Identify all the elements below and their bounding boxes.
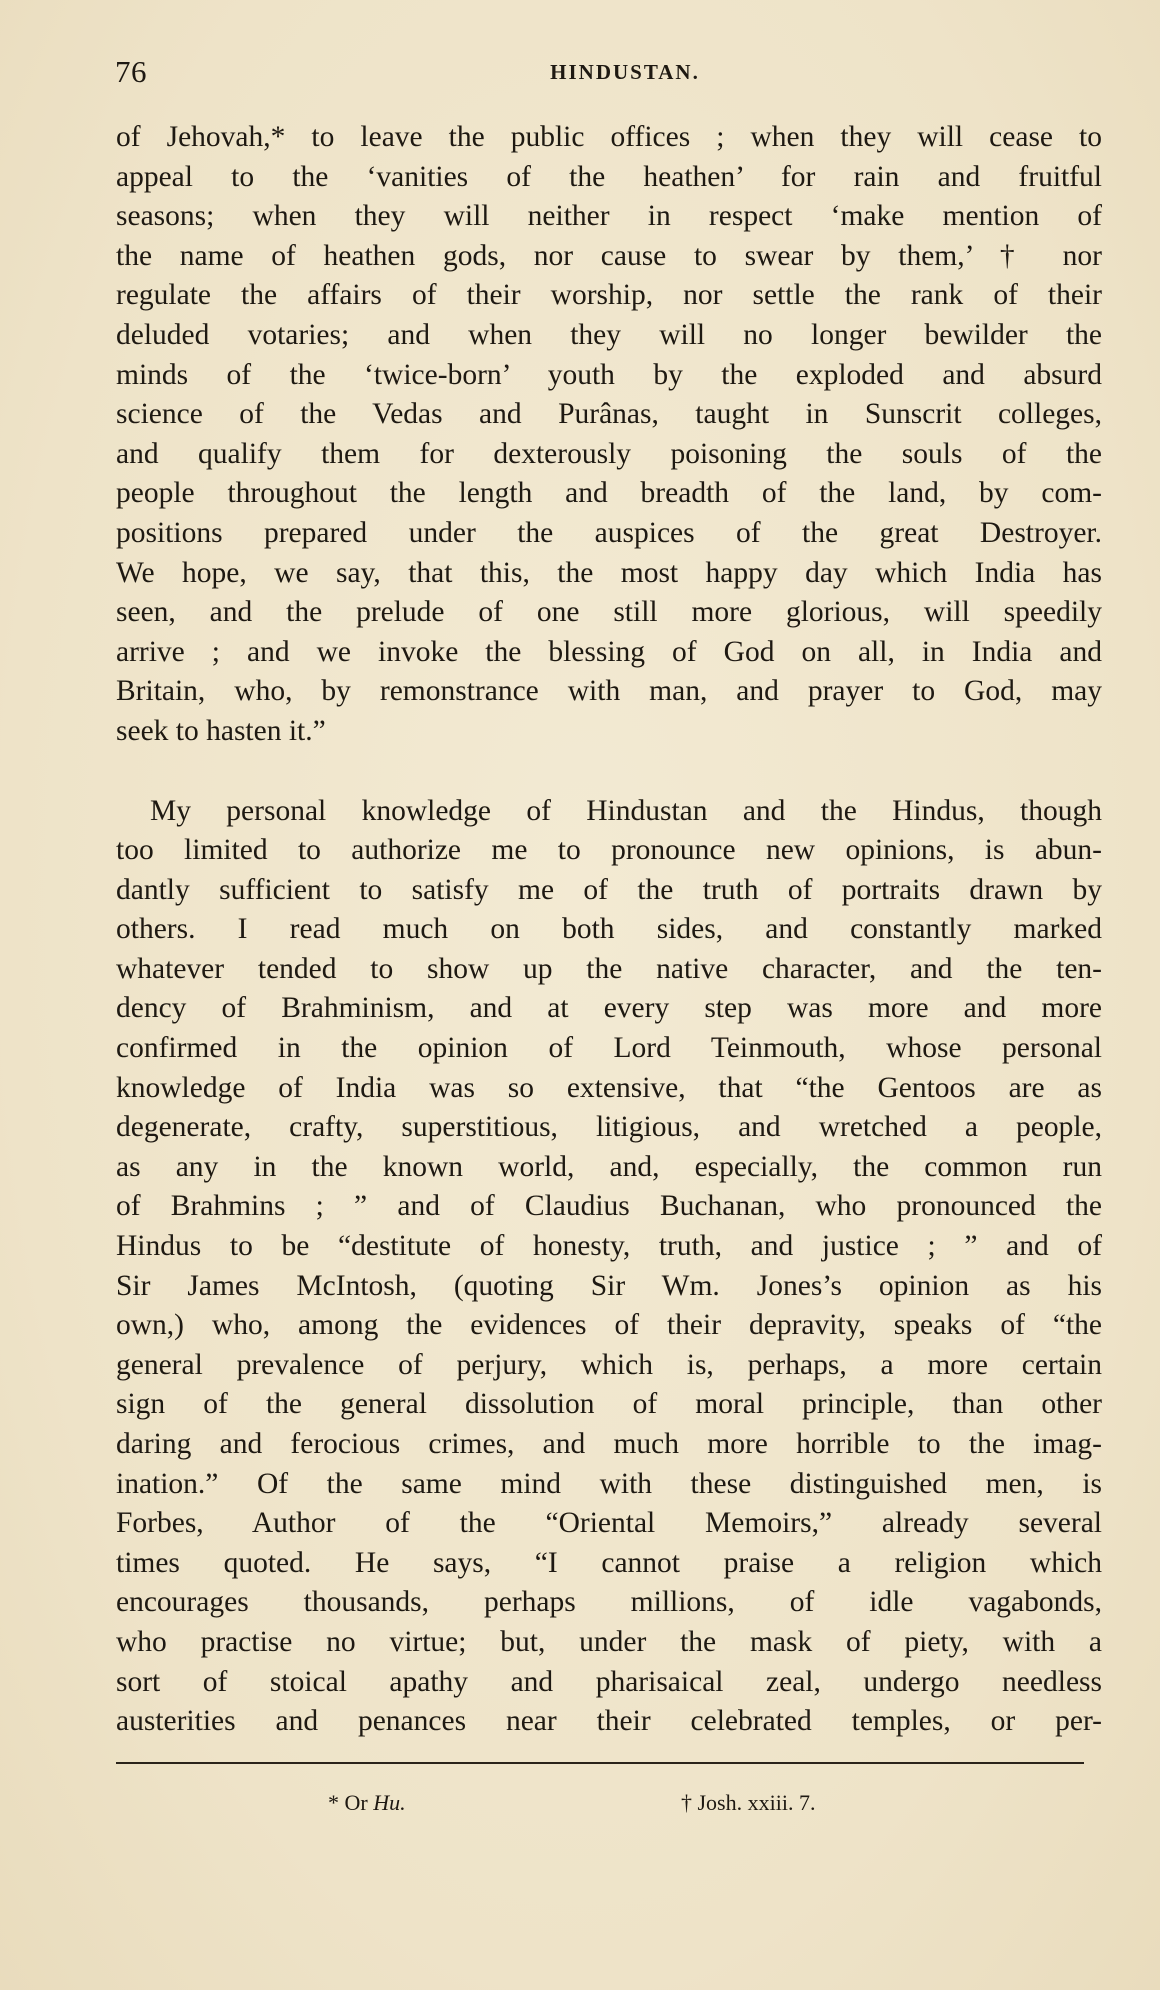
text-line: knowledge of India was so extensive, that “the Gentoos are as xyxy=(116,1071,1102,1104)
footnotes xyxy=(116,1790,1102,1820)
text-line: My personal knowledge of Hindustan and the Hindus, though xyxy=(150,794,1102,827)
text-line: seasons; when they will neither in respect ‘make mention of xyxy=(116,200,1102,233)
paragraph-gap xyxy=(116,752,1102,792)
footnote-1-italic: Hu. xyxy=(373,1790,406,1815)
footnote-1-marker: * Or xyxy=(328,1790,368,1815)
paragraph-continued xyxy=(116,118,1102,752)
text-line: of Brahmins ; ” and of Claudius Buchanan, who pronounced the xyxy=(116,1190,1102,1223)
text-line: science of the Vedas and Purânas, taught in Sunscrit colleges, xyxy=(116,398,1102,431)
text-line: seek to hasten it.” xyxy=(116,714,326,747)
text-line: as any in the known world, and, especially, the common run xyxy=(116,1150,1102,1183)
text-line: general prevalence of perjury, which is, perhaps, a more certain xyxy=(116,1348,1102,1381)
text-line: who practise no virtue; but, under the mask of piety, with a xyxy=(116,1625,1102,1658)
text-line: people throughout the length and breadth of the land, by com- xyxy=(116,477,1102,510)
page-header xyxy=(115,54,1095,94)
text-line: austerities and penances near their celebrated temples, or per- xyxy=(116,1705,1102,1738)
page-number: 76 xyxy=(115,54,147,89)
text-line: too limited to authorize me to pronounce new opinions, is abun- xyxy=(116,834,1102,867)
text-line: sign of the general dissolution of moral principle, than other xyxy=(116,1388,1102,1421)
text-line: times quoted. He says, “I cannot praise a religion which xyxy=(116,1546,1102,1579)
text-line: and qualify them for dexterously poisoning the souls of the xyxy=(116,437,1102,470)
paragraph-main xyxy=(116,792,1102,1742)
text-line: sort of stoical apathy and pharisaical zeal, undergo needless xyxy=(116,1665,1102,1698)
text-line: seen, and the prelude of one still more glorious, will speedily xyxy=(116,596,1102,629)
text-line: Hindus to be “destitute of honesty, truth, and justice ; ” and of xyxy=(116,1230,1102,1263)
running-head: HINDUSTAN. xyxy=(550,60,700,84)
text-line: minds of the ‘twice-born’ youth by the exploded and absurd xyxy=(116,358,1102,391)
body-text xyxy=(116,118,1102,1742)
text-line: Forbes, Author of the “Oriental Memoirs,” already several xyxy=(116,1507,1102,1540)
text-line: deluded votaries; and when they will no longer bewilder the xyxy=(116,318,1102,351)
text-line: confirmed in the opinion of Lord Teinmouth, whose personal xyxy=(116,1032,1102,1065)
text-line: appeal to the ‘vanities of the heathen’ for rain and fruitful xyxy=(116,160,1102,193)
text-line: daring and ferocious crimes, and much more horrible to the imag- xyxy=(116,1428,1102,1460)
text-line: encourages thousands, perhaps millions, of idle vagabonds, xyxy=(116,1586,1102,1619)
footnote-1 xyxy=(328,1790,406,1816)
text-line: whatever tended to show up the native character, and the ten- xyxy=(116,952,1102,985)
text-line: arrive ; and we invoke the blessing of God on all, in India and xyxy=(116,635,1102,668)
text-line: degenerate, crafty, superstitious, litigious, and wretched a people, xyxy=(116,1111,1102,1144)
text-line: Britain, who, by remonstrance with man, and prayer to God, may xyxy=(116,675,1102,708)
text-line: the name of heathen gods, nor cause to swear by them,’ † nor xyxy=(116,239,1102,272)
footnote-rule xyxy=(116,1762,1084,1764)
text-line: positions prepared under the auspices of the great Destroyer. xyxy=(116,516,1102,549)
footnote-2: † Josh. xxiii. 7. xyxy=(681,1790,816,1815)
text-line: dency of Brahminism, and at every step was more and more xyxy=(116,992,1102,1025)
text-line: regulate the affairs of their worship, nor settle the rank of their xyxy=(116,279,1102,312)
text-line: We hope, we say, that this, the most happy day which India has xyxy=(116,556,1102,589)
text-line: ination.” Of the same mind with these distinguished men, is xyxy=(116,1467,1102,1500)
text-line: of Jehovah,* to leave the public offices ; when they will cease to xyxy=(116,121,1102,153)
text-line: Sir James McIntosh, (quoting Sir Wm. Jones’s opinion as his xyxy=(116,1269,1102,1302)
text-line: others. I read much on both sides, and constantly marked xyxy=(116,913,1102,946)
text-line: dantly sufficient to satisfy me of the truth of portraits drawn by xyxy=(116,873,1102,906)
text-line: own,) who, among the evidences of their depravity, speaks of “the xyxy=(116,1309,1102,1342)
